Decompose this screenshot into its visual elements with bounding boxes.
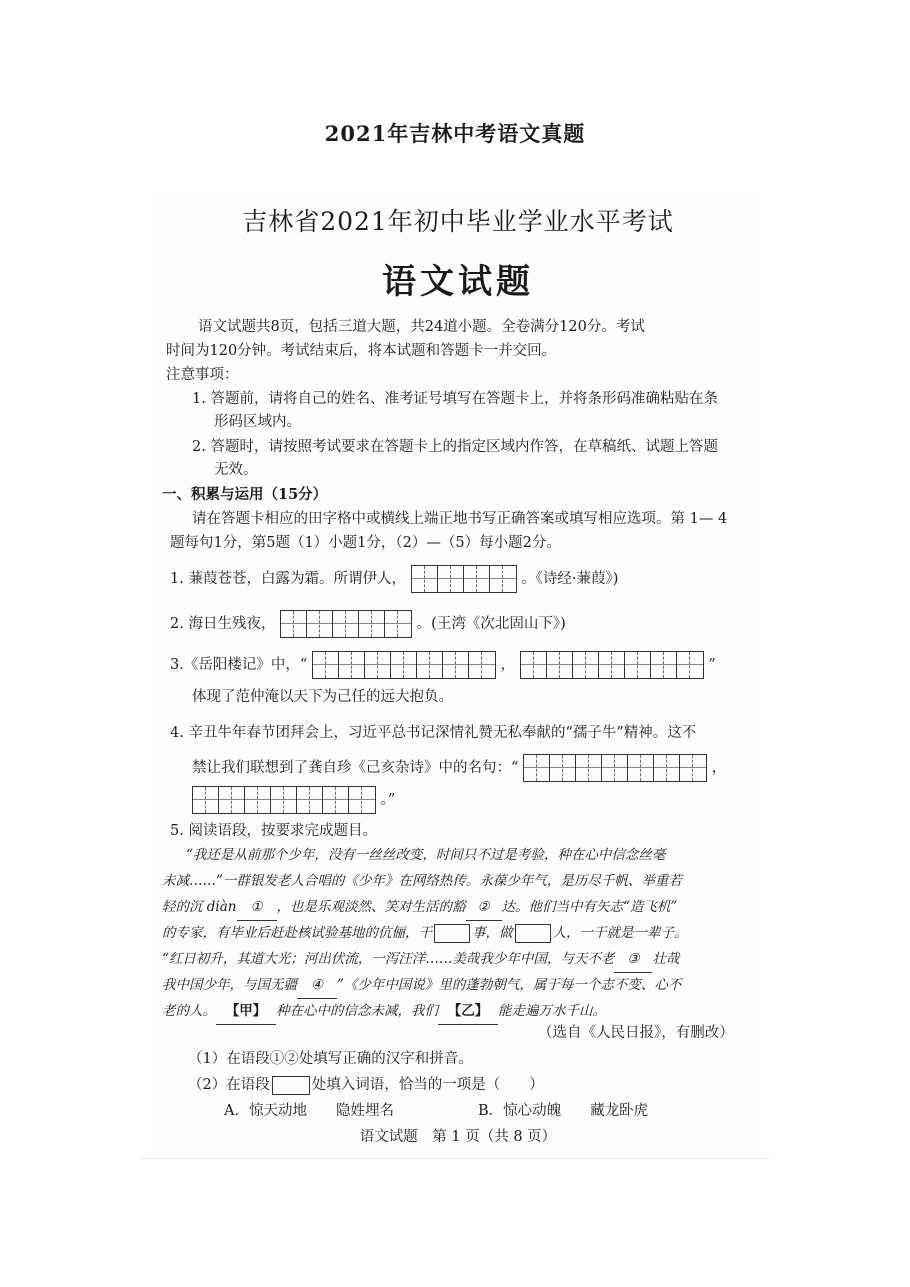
q4-answer-grid-1[interactable] [523, 754, 707, 782]
exam-page-scan [158, 192, 758, 1152]
q4-comma: ， [711, 760, 727, 776]
q5-sub-2-box [272, 1076, 310, 1095]
question-1 [170, 565, 618, 593]
subject-title: 语文试题 [382, 262, 534, 302]
passage-text: ，也是乐观淡然、笑对生活的豁 [276, 899, 466, 915]
intro-line-1: 语文试题共8页，包括三道大题，共24道小题。全卷满分120分。考试 [198, 319, 645, 335]
question-4: 4. 辛丑牛年春节团拜会上，习近平总书记深情礼赞无私奉献的“孺子牛”精神。这不 [170, 725, 697, 741]
q1-text: 1. 蒹葭苍苍，白露为霜。所谓伊人， [170, 571, 406, 587]
passage-source: （选自《人民日报》，有删改） [538, 1025, 734, 1041]
question-5-heading: 5. 阅读语段，按要求完成题目。 [170, 823, 377, 839]
section-1-heading: 一、积累与运用（15分） [162, 486, 328, 503]
passage-text: 达。他们当中有矢志“造飞机” [501, 899, 678, 915]
marker-yi: 【乙】 [438, 998, 498, 1025]
marker-4: ④ [297, 972, 337, 999]
q3-answer-grid-1[interactable] [312, 651, 496, 679]
q2-text: 2. 海日生残夜， [170, 616, 276, 632]
passage-text: 能走遍万水千山。 [498, 1003, 606, 1019]
passage-text: 我中国少年，与国无疆 [162, 977, 297, 993]
passage-text: ”《少年中国说》里的蓬勃朝气，属于每一个志不变、心不 [337, 977, 682, 993]
passage-text: 人，一干就是一辈子。 [552, 925, 688, 941]
marker-1: ① [237, 894, 277, 921]
passage-line-5 [162, 946, 679, 973]
page-footer: 语文试题 第 1 页（共 8 页） [359, 1129, 557, 1145]
q5-sub-2-text: 处填入词语，恰当的一项是（ ） [311, 1077, 544, 1093]
q3-comma: ， [500, 657, 515, 673]
document-title: 2021年吉林中考语文真题 [324, 121, 586, 146]
q1-answer-grid[interactable] [411, 565, 517, 593]
passage-text: 种在心中的信念未减，我们 [276, 1003, 438, 1019]
question-4-line-3 [192, 786, 395, 814]
section-1-instruction-cont: 题每句1分，第5题（1）小题1分，（2）—（5）每小题2分。 [170, 535, 561, 551]
passage-line-2: 未减……”一群银发老人合唱的《少年》在网络热传。永葆少年气，是历尽千帆、举重若 [162, 873, 682, 889]
passage-text: 老的人。 [162, 1003, 216, 1019]
intro-line-2: 时间为120分钟。考试结束后，将本试题和答题卡一并交回。 [166, 343, 557, 359]
q3-close-quote: ” [708, 657, 716, 673]
notice-heading: 注意事项： [166, 367, 239, 383]
marker-3: ③ [614, 946, 652, 973]
option-a[interactable]: A．惊天动地 隐姓埋名 [224, 1103, 394, 1119]
passage-text: 壮哉 [652, 951, 680, 967]
q4-close: 。” [380, 792, 396, 808]
passage-line-6 [162, 972, 681, 999]
divider [140, 1158, 770, 1159]
answer-blank-1[interactable] [434, 924, 470, 943]
passage-text: 事，做 [472, 925, 513, 941]
question-2 [170, 610, 566, 638]
q4-answer-grid-2[interactable] [192, 786, 376, 814]
passage-text: 的专家，有毕业后赶赴核试验基地的伉俪，干 [162, 925, 432, 941]
notice-2: 2. 答题时，请按照考试要求在答题卡上的指定区域内作答，在草稿纸、试题上答题 [192, 439, 718, 455]
option-b[interactable]: B．惊心动魄 藏龙卧虎 [478, 1103, 649, 1119]
passage-text: “红日初升，其道大光；河出伏流，一泻汪洋……美哉我少年中国，与天不老 [162, 951, 615, 967]
passage-line-4 [162, 920, 688, 946]
passage-text: 轻的沉 diàn [162, 899, 237, 915]
marker-2: ② [466, 894, 502, 921]
q5-sub-2 [188, 1074, 544, 1096]
marker-jia: 【甲】 [216, 998, 276, 1025]
q4-text: 禁让我们联想到了龚自珍《己亥杂诗》中的名句：“ [192, 760, 519, 776]
q2-source: 。(王湾《次北固山下》) [416, 616, 566, 632]
notice-1: 1. 答题前，请将自己的姓名、准考证号填写在答题卡上，并将条形码准确粘贴在条 [192, 391, 718, 407]
notice-1-cont: 形码区域内。 [214, 414, 301, 430]
exam-title: 吉林省2021年初中毕业学业水平考试 [242, 207, 674, 236]
question-3-cont: 体现了范仲淹以天下为己任的远大抱负。 [192, 689, 453, 705]
passage-line-7 [162, 998, 606, 1025]
q5-sub-2-text: （2）在语段 [188, 1077, 270, 1093]
q5-sub-1: （1）在语段①②处填写正确的汉字和拼音。 [188, 1051, 473, 1067]
answer-blank-2[interactable] [515, 924, 551, 943]
q1-source: 。《诗经·蒹葭》) [521, 571, 619, 587]
q3-text: 3.《岳阳楼记》中，“ [170, 657, 308, 673]
question-3 [170, 651, 716, 679]
section-1-instruction: 请在答题卡相应的田字格中或横线上端正地书写正确答案或填写相应选项。第 1— 4 [192, 511, 728, 527]
question-4-line-2 [192, 754, 726, 782]
q2-answer-grid[interactable] [280, 610, 412, 638]
passage-line-1: “我还是从前那个少年，没有一丝丝改变，时间只不过是考验，种在心中信念丝毫 [186, 847, 666, 863]
q3-answer-grid-2[interactable] [520, 651, 704, 679]
notice-2-cont: 无效。 [214, 462, 258, 478]
passage-line-3 [162, 894, 677, 921]
